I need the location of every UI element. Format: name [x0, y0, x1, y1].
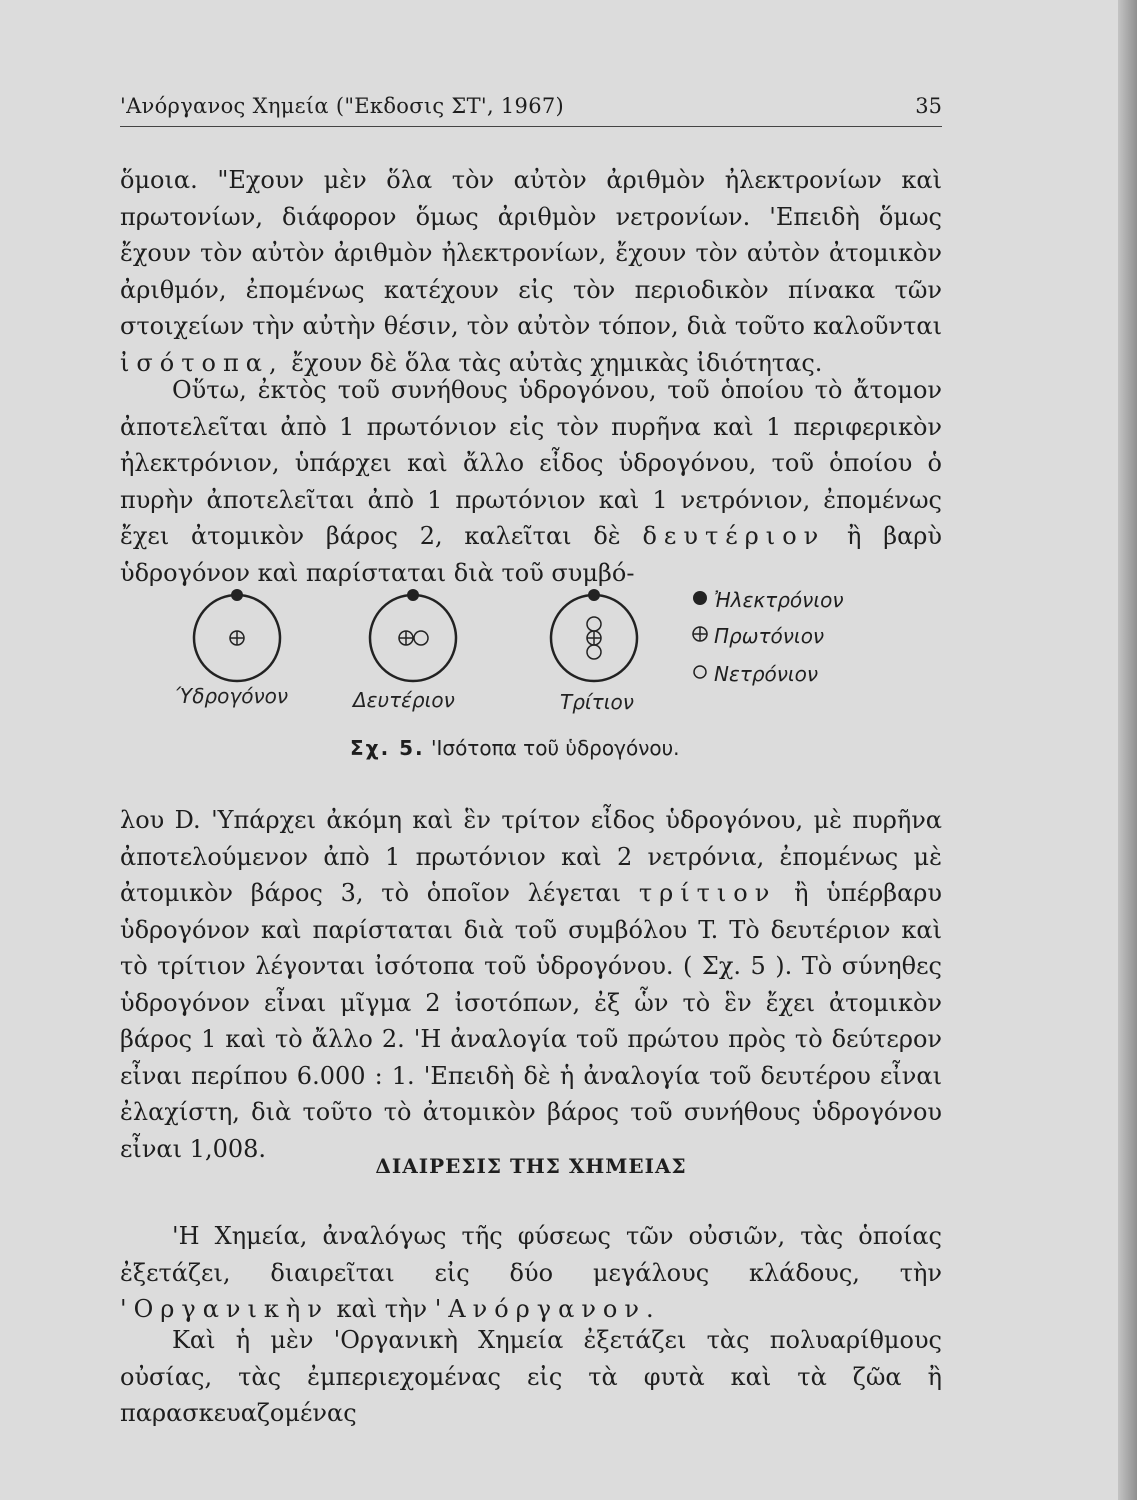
electron-dot: [588, 589, 600, 601]
label-tritium: Τρίτιον: [560, 690, 634, 714]
neutron-mark: [587, 617, 601, 631]
neutron-mark: [587, 645, 601, 659]
label-hydrogen: Ύδρογόνον: [175, 684, 289, 708]
electron-dot: [231, 589, 243, 601]
hydrogen-atom: [194, 589, 280, 681]
isotopes-figure: Ύδρογόνον Δευτέριον Τρίτιον Ἠλεκτρόνιον Πρωτόνιον Νετρόνιον: [160, 580, 940, 780]
caption-text: 'Ισότοπα τοῦ ὑδρογόνου.: [431, 736, 680, 760]
neutron-icon: [690, 662, 710, 682]
figure-caption: [350, 736, 680, 760]
spaced-term-inorganic: 'Ανόργανον.: [434, 1295, 661, 1323]
tritium-atom: [551, 589, 637, 681]
deuterium-atom: [370, 589, 456, 681]
page-edge: [1118, 0, 1137, 1500]
paragraph-branches: 'Η Χημεία, ἀναλόγως τῆς φύσεως τῶν οὐσιῶν, τὰς ὁποίας ἐξετάζει, διαιρεῖται εἰς δύο μεγάλους κλάδους, τὴν 'Οργανικὴν καὶ τὴν 'Ανόργανον.: [120, 1222, 942, 1323]
spaced-term-organic: 'Οργανικὴν: [120, 1295, 329, 1323]
paragraph-deuterium: Οὕτω, ἐκτὸς τοῦ συνήθους ὑδρογόνου, τοῦ ὁποίου τὸ ἄτομον ἀποτελεῖται ἀπὸ 1 πρωτόνιον εἰς τὸν πυρῆνα καὶ 1 περιφερικὸν ἠλεκτρόνιον, ὑπάρχει καὶ ἄλλο εἶδος ὑδρογόνου, τοῦ ὁποίου ὁ πυρὴν ἀποτελεῖται ἀπὸ 1 πρωτόνιον καὶ 1 νετρόνιον, ἐπομένως ἔχει ἀτομικὸν βάρος 2, καλεῖται δὲ δευτέριον ἢ βαρὺ ὑδρογόνον καὶ παρίσταται διὰ τοῦ συμβό-: [120, 376, 942, 587]
neutron-mark: [414, 631, 428, 645]
header-title: 'Ανόργανος Χημεία ("Εκδοσις ΣΤ', 1967): [120, 94, 565, 118]
spaced-term-trition: τρίτιον: [638, 879, 777, 907]
paragraph-tritium: λου D. 'Υπάρχει ἀκόμη καὶ ἓν τρίτον εἶδος ὑδρογόνου, μὲ πυρῆνα ἀποτελούμενον ἀπὸ 1 πρωτόνιον καὶ 2 νετρόνια, ἐπομένως μὲ ἀτομικὸν βάρος 3, τὸ ὁποῖον λέγεται τρίτιον ἢ ὑπέρβαρυ ὑδρογόνον καὶ παρίσταται διὰ τοῦ συμβόλου T. Τὸ δευτέριον καὶ τὸ τρίτιον λέγονται ἰσότοπα τοῦ ὑδρογόνου. ( Σχ. 5 ). Τὸ σύνηθες ὑδρογόνον εἶναι μῖγμα 2 ἰσοτόπων, ἐξ ὧν τὸ ἓν ἔχει ἀτομικὸν βάρος 1 καὶ τὸ ἄλλο 2. 'Η ἀναλογία τοῦ πρώτου πρὸς τὸ δεύτερον εἶναι περίπου 6.000 : 1. 'Επειδὴ δὲ ἡ ἀναλογία τοῦ δευτέρου εἶναι ἐλαχίστη, διὰ τοῦτο τὸ ἀτομικὸν βάρος τοῦ συνήθους ὑδρογόνου εἶναι 1,008.: [120, 806, 942, 1163]
caption-number: Σχ. 5.: [350, 736, 425, 760]
spaced-term-isotopa: ἰσότοπα,: [120, 348, 284, 377]
spaced-term-deuterion: δευτέριον: [642, 522, 826, 550]
paragraph-isotopes: ὅμοια. "Εχουν μὲν ὅλα τὸν αὐτὸν ἀριθμὸν ἠλεκτρονίων καὶ πρωτονίων, διάφορον ὅμως ἀριθμὸν νετρονίων. 'Επειδὴ ὅμως ἔχουν τὸν αὐτὸν ἀριθμὸν ἠλεκτρονίων, ἔχουν τὸν αὐτὸν ἀτομικὸν ἀριθμόν, ἐπομένως κατέχουν εἰς τὸν περιοδικὸν πίνακα τῶν στοιχείων τὴν αὐτὴν θέσιν, τὸν αὐτὸν τόπον, διὰ τοῦτο καλοῦνται ἰσότοπα, ἔχουν δὲ ὅλα τὰς αὐτὰς χημικὰς ἰδιότητας.: [120, 166, 942, 377]
page-number: 35: [915, 94, 942, 118]
paragraph-organic: Καὶ ἡ μὲν 'Οργανικὴ Χημεία ἐξετάζει τὰς πολυαρίθμους οὐσίας, τὰς ἐμπεριεχομένας εἰς τὰ φυτὰ καὶ τὰ ζῶα ἢ παρασκευαζομένας: [120, 1326, 942, 1427]
proton-icon: [690, 624, 710, 644]
section-title: ΔΙΑΙΡΕΣΙΣ ΤΗΣ ΧΗΜΕΙΑΣ: [375, 1154, 687, 1178]
label-deuterium: Δευτέριον: [353, 688, 455, 712]
electron-dot: [407, 589, 419, 601]
electron-icon: [690, 588, 710, 608]
running-header: [120, 90, 942, 127]
